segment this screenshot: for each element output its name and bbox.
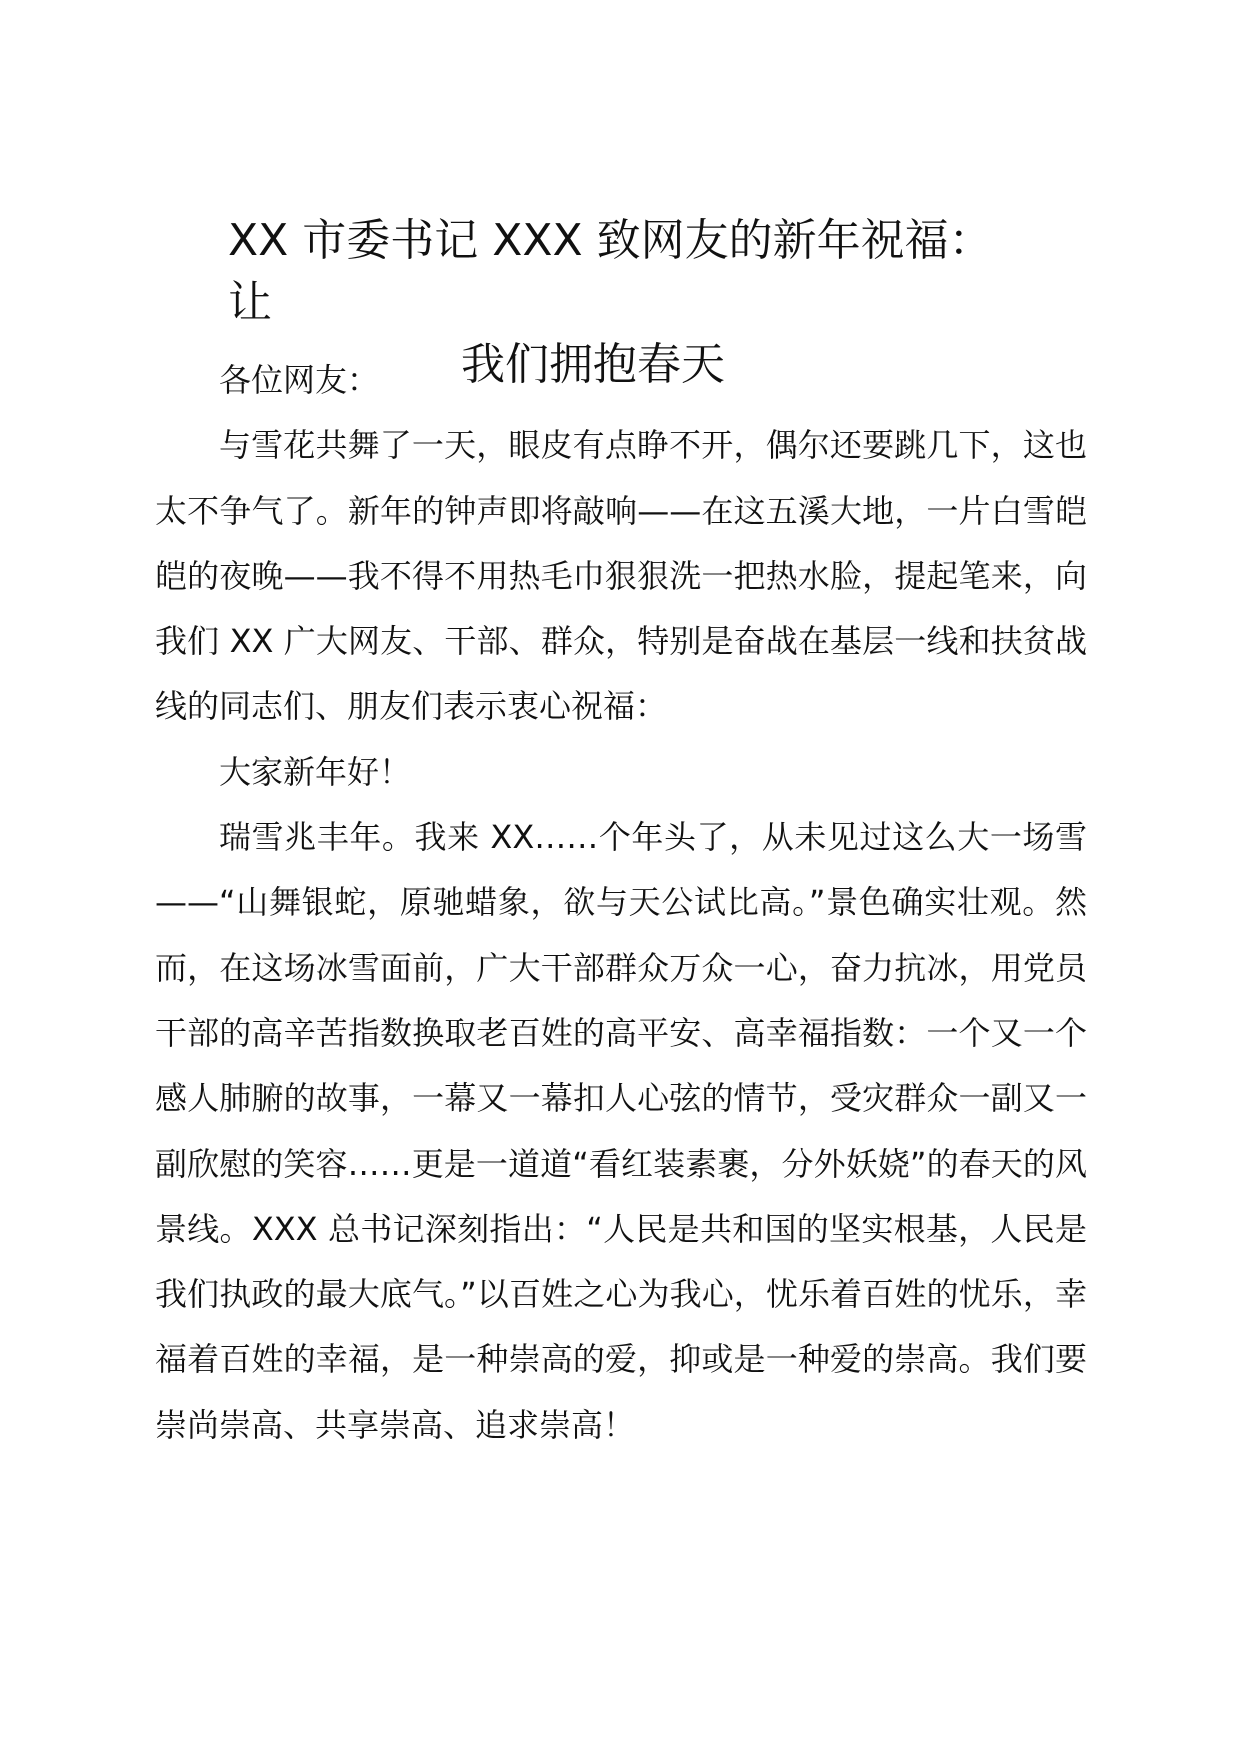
paragraph: 大家新年好！: [219, 752, 412, 791]
document-body: [155, 348, 1087, 1458]
title-line-1: XX 市委书记 XXX 致网友的新年祝福：让: [228, 215, 993, 328]
paragraph: 与雪花共舞了一天，眼皮有点睁不开，偶尔还要跳几下，这也太不争气了。新年的钟声即将敲响——在这五溪大地，一片白雪皑皑的夜晚——我不得不用热毛巾狠狠洗一把热水脸，提起笔来，向我们 XX 广大网友、干部、群众，特别是奋战在基层一线和扶贫战线的同志们、朋友们表示衷心祝福：: [155, 426, 1087, 726]
title-line-2: 我们拥抱春天: [461, 339, 725, 390]
salutation: 各位网友：: [219, 361, 380, 399]
paragraph: 瑞雪兆丰年。我来 XX……个年头了，从未见过这么大一场雪——“山舞银蛇，原驰蜡象，欲与天公试比高。”景色确实壮观。然而，在这场冰雪面前，广大干部群众万众一心，奋力抗冰，用党员干部的高辛苦指数换取老百姓的高平安、高幸福指数：一个又一个感人肺腑的故事，一幕又一幕扣人心弦的情节，受灾群众一副又一副欣慰的笑容……更是一道道“看红装素裹，分外妖娆”的春天的风景线。XXX 总书记深刻指出：“人民是共和国的坚实根基，人民是我们执政的最大底气。”以百姓之心为我心，忧乐着百姓的忧乐，幸福着百姓的幸福，是一种崇高的爱，抑或是一种爱的崇高。我们要崇尚崇高、共享崇高、追求崇高！: [155, 818, 1087, 1444]
